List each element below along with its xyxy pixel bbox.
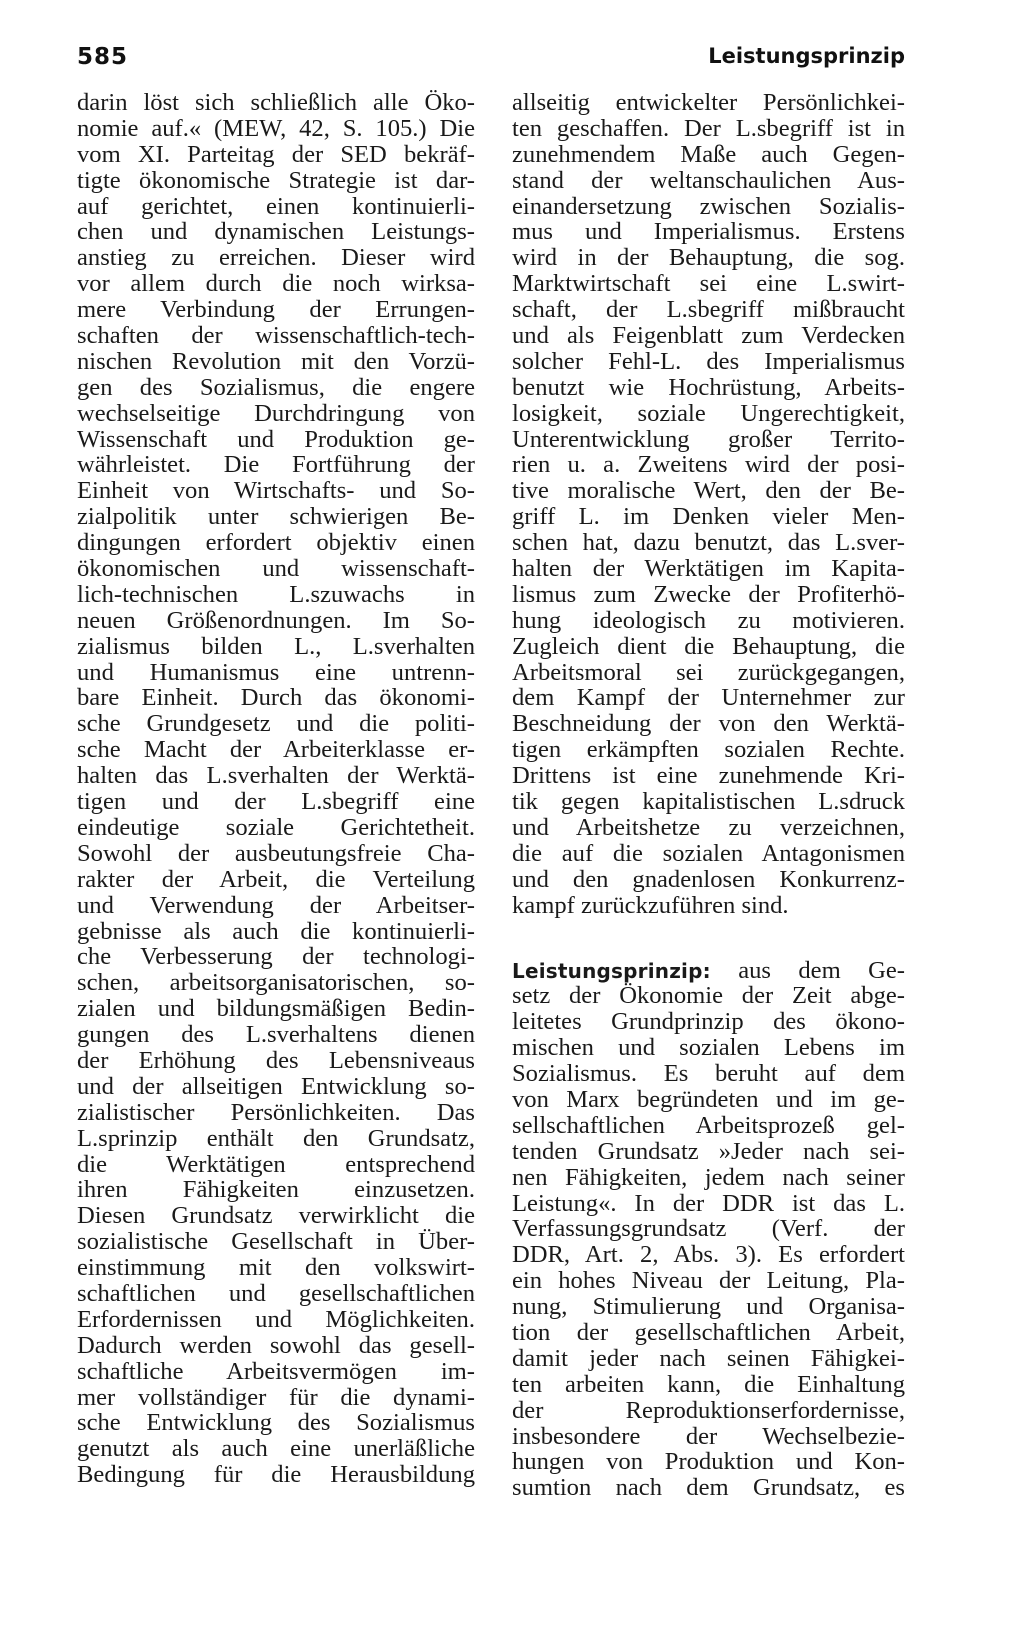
text-line: tigen erkämpften sozialen Rechte.: [512, 737, 905, 764]
entry-headword: Leistungsprinzip:: [512, 958, 711, 983]
text-line: zialistischer Persönlichkeiten. Das: [77, 1099, 475, 1126]
text-line: die auf die sozialen Antagonismen: [512, 840, 905, 867]
page-header: [77, 44, 905, 80]
text-line: gebnisse als auch die kontinuierli-: [77, 918, 475, 945]
text-line: schaftliche Arbeitsvermögen im-: [77, 1358, 475, 1385]
text-line: nen Fähigkeiten, jedem nach seiner: [512, 1164, 905, 1191]
text-line: rakter der Arbeit, die Verteilung: [77, 866, 475, 893]
text-line: ihren Fähigkeiten einzusetzen.: [77, 1177, 475, 1204]
text-line: der Erhöhung des Lebensniveaus: [77, 1047, 475, 1074]
text-line: und als Feigenblatt zum Verdecken: [512, 323, 905, 349]
text-line: chen und dynamischen Leistungs-: [77, 219, 475, 246]
text-line: mer vollständiger für die dynami-: [77, 1384, 475, 1411]
text-line: damit jeder nach seinen Fähigkei-: [512, 1345, 905, 1372]
text-line: schaftlichen und gesellschaftlichen: [77, 1280, 475, 1307]
text-line: wird in der Behauptung, die sog.: [512, 245, 905, 272]
text-line: Dadurch werden sowohl das gesell-: [77, 1332, 475, 1359]
text-line: Drittens ist eine zunehmende Kri-: [512, 763, 905, 790]
text-line: mere Verbindung der Errungen-: [77, 297, 475, 324]
text-line: und Arbeitshetze zu verzeichnen,: [512, 814, 905, 841]
text-line: und den gnadenlosen Konkurrenz-: [512, 866, 905, 893]
text-line: hungen von Produktion und Kon-: [512, 1449, 905, 1476]
text-line: zialpolitik unter schwierigen Be-: [77, 504, 475, 531]
text-line: mischen und sozialen Lebens im: [512, 1035, 905, 1062]
text-line: vom XI. Parteitag der SED bekräf-: [77, 141, 475, 168]
text-line: nomie auf.« (MEW, 42, S. 105.) Die: [77, 115, 475, 142]
text-line: wechselseitige Durchdringung von: [77, 400, 475, 427]
text-line: halten der Werktätigen im Kapita-: [512, 556, 905, 582]
text-line: dingungen erfordert objektiv einen: [77, 530, 475, 557]
text-line: von Marx begründeten und im ge-: [512, 1086, 905, 1113]
text-line: sche Macht der Arbeiterklasse er-: [77, 737, 475, 764]
text-line: eindeutige soziale Gerichtetheit.: [77, 814, 475, 841]
continued-entry-text: [512, 90, 905, 919]
text-line: einstimmung mit den volkswirt-: [77, 1255, 475, 1281]
text-line: benutzt wie Hochrüstung, Arbeits-: [512, 374, 905, 401]
text-line: auf gerichtet, einen kontinuierli-: [77, 193, 475, 220]
text-line: tigen und der L.sbegriff eine: [77, 789, 475, 815]
text-line: schen hat, dazu benutzt, das L.sver-: [512, 530, 905, 557]
text-line: gen des Sozialismus, die engere: [77, 374, 475, 401]
text-line: vor allem durch die noch wirksa-: [77, 271, 475, 298]
page-number: 585: [77, 44, 129, 70]
text-line: griff L. im Denken vieler Men-: [512, 504, 905, 531]
text-line: genutzt als auch eine unerläßliche: [77, 1436, 475, 1463]
text-line: allseitig entwickelter Persönlichkei-: [512, 90, 905, 116]
text-line: währleistet. Die Fortführung der: [77, 452, 475, 479]
text-line: leitetes Grundprinzip des ökono-: [512, 1009, 905, 1036]
text-line: schen, arbeitsorganisatorischen, so-: [77, 970, 475, 997]
text-line: schaft, der L.sbegriff mißbraucht: [512, 297, 905, 324]
text-line: tenden Grundsatz »Jeder nach sei-: [512, 1138, 905, 1165]
text-line: schaften der wissenschaftlich-tech-: [77, 323, 475, 349]
text-line: einandersetzung zwischen Sozialis-: [512, 193, 905, 220]
text-line: Verfassungsgrundsatz (Verf. der: [512, 1216, 905, 1243]
text-line: mus und Imperialismus. Erstens: [512, 219, 905, 246]
entry-gap: [512, 919, 905, 958]
text-line: sozialistische Gesellschaft in Über-: [77, 1229, 475, 1256]
text-line: Erfordernissen und Möglichkeiten.: [77, 1306, 475, 1333]
text-line: Marktwirtschaft sei eine L.swirt-: [512, 271, 905, 298]
text-line: die Werktätigen entsprechend: [77, 1151, 475, 1178]
text-line: Diesen Grundsatz verwirklicht die: [77, 1203, 475, 1230]
text-line: darin löst sich schließlich alle Öko-: [77, 90, 475, 116]
text-line: DDR, Art. 2, Abs. 3). Es erfordert: [512, 1242, 905, 1269]
text-line: setz der Ökonomie der Zeit abge-: [512, 983, 905, 1010]
text-line: halten das L.sverhalten der Werktä-: [77, 763, 475, 790]
text-line: tive moralische Wert, den der Be-: [512, 478, 905, 505]
text-line: insbesondere der Wechselbezie-: [512, 1423, 905, 1450]
text-line: bare Einheit. Durch das ökonomi-: [77, 685, 475, 712]
running-head: Leistungsprinzip: [708, 44, 905, 68]
text-line: Sozialismus. Es beruht auf dem: [512, 1061, 905, 1087]
text-line: anstieg zu erreichen. Dieser wird: [77, 245, 475, 272]
text-line: kampf zurückzuführen sind.: [512, 892, 789, 919]
text-line: Leistung«. In der DDR ist das L.: [512, 1190, 905, 1217]
text-line: gungen des L.sverhaltens dienen: [77, 1022, 475, 1048]
text-line: che Verbesserung der technologi-: [77, 944, 475, 971]
text-line: sche Grundgesetz und die politi-: [77, 711, 475, 738]
text-line: lismus zum Zwecke der Profiterhö-: [512, 581, 905, 608]
text-line: Arbeitsmoral sei zurückgegangen,: [512, 659, 905, 686]
text-line: rien u. a. Zweitens wird der posi-: [512, 452, 905, 479]
text-line: dem Kampf der Unternehmer zur: [512, 685, 905, 712]
text-line: tion der gesellschaftlichen Arbeit,: [512, 1319, 905, 1346]
text-line: ten arbeiten kann, die Einhaltung: [512, 1371, 905, 1398]
text-line: Beschneidung der von den Werktä-: [512, 711, 905, 738]
text-line: tigte ökonomische Strategie ist dar-: [77, 167, 475, 194]
text-line: und Verwendung der Arbeitser-: [77, 892, 475, 919]
text-line: der Reproduktionserfordernisse,: [512, 1397, 905, 1424]
text-line: zialen und bildungsmäßigen Bedin-: [77, 996, 475, 1023]
text-line: L.sprinzip enthält den Grundsatz,: [77, 1125, 475, 1152]
text-line: ökonomischen und wissenschaft-: [77, 556, 475, 582]
text-line: nischen Revolution mit den Vorzü-: [77, 348, 475, 375]
text-line: Wissenschaft und Produktion ge-: [77, 426, 475, 453]
text-line: sumtion nach dem Grundsatz, es: [512, 1475, 905, 1502]
text-line: hung ideologisch zu motivieren.: [512, 607, 905, 634]
entry-first-line-rest: aus dem Ge-: [710, 957, 905, 984]
text-line: Zugleich dient die Behauptung, die: [512, 633, 905, 660]
text-line: zunehmendem Maße auch Gegen-: [512, 141, 905, 168]
entry-body-text: [512, 983, 905, 1501]
text-line: ein hohes Niveau der Leitung, Pla-: [512, 1268, 905, 1295]
text-line: tik gegen kapitalistischen L.sdruck: [512, 789, 905, 815]
text-line: Sowohl der ausbeutungsfreie Cha-: [77, 840, 475, 867]
text-line: Unterentwicklung großer Territo-: [512, 426, 905, 453]
dictionary-entry-leistungsprinzip: [512, 958, 905, 1502]
text-line: Einheit von Wirtschafts- und So-: [77, 478, 475, 505]
right-text-column: [512, 90, 905, 1501]
text-line: solcher Fehl-L. des Imperialismus: [512, 348, 905, 375]
text-line: nung, Stimulierung und Organisa-: [512, 1294, 905, 1320]
text-line: zialismus bilden L., L.sverhalten: [77, 633, 475, 660]
text-line: und Humanismus eine untrenn-: [77, 659, 475, 686]
text-line: stand der weltanschaulichen Aus-: [512, 167, 905, 194]
text-line: lich-technischen L.szuwachs in: [77, 581, 475, 608]
entry-first-line: [512, 958, 905, 984]
text-line: ten geschaffen. Der L.sbegriff ist in: [512, 115, 905, 142]
text-line: Bedingung für die Herausbildung: [77, 1462, 475, 1489]
text-line: sche Entwicklung des Sozialismus: [77, 1410, 475, 1437]
text-line: neuen Größenordnungen. Im So-: [77, 607, 475, 634]
text-line: und der allseitigen Entwicklung so-: [77, 1073, 475, 1100]
text-line: sellschaftlichen Arbeitsprozeß gel-: [512, 1112, 905, 1139]
left-text-column: [77, 90, 475, 1488]
text-line: losigkeit, soziale Ungerechtigkeit,: [512, 400, 905, 427]
